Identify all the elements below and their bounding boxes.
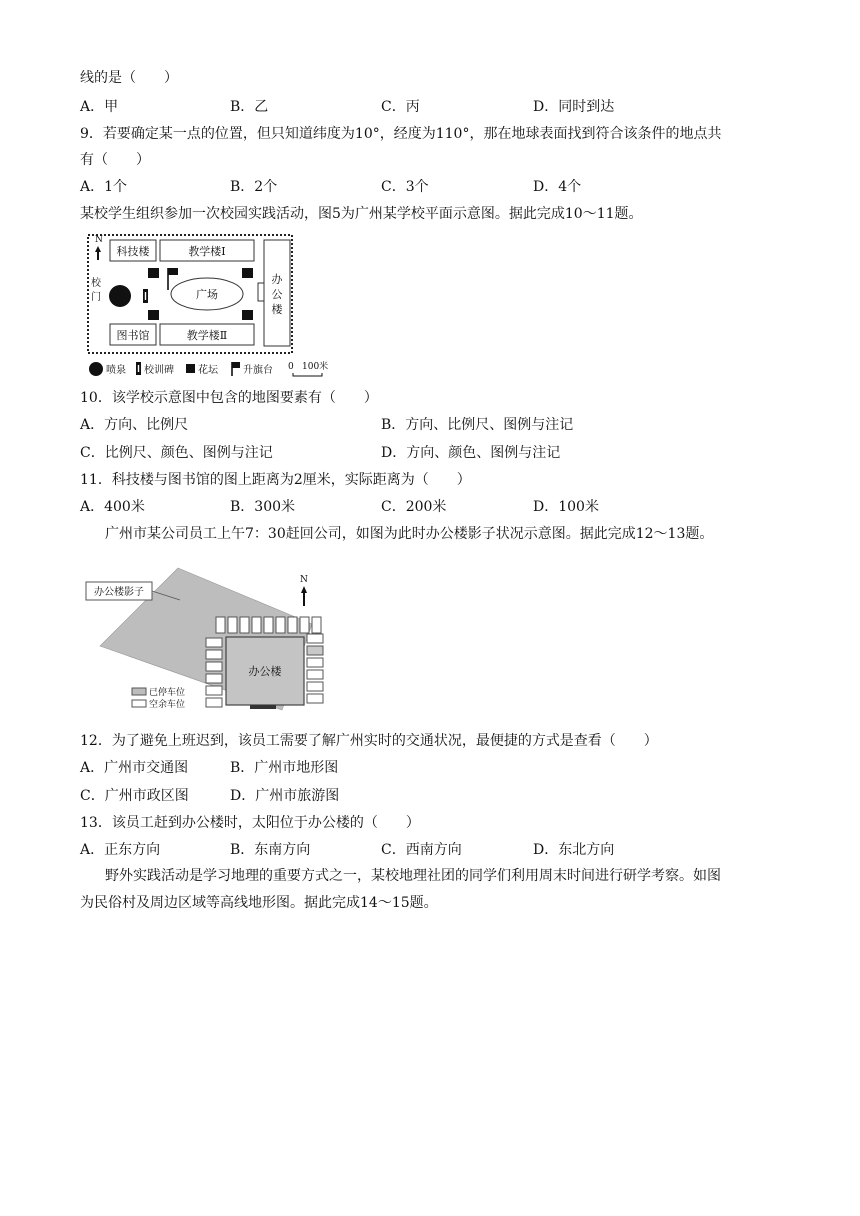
scale-zero: 0 [288, 362, 294, 372]
gate-char-2: 门 [91, 292, 101, 303]
office-building-label: 办公楼 [248, 665, 282, 678]
legend-flowerbed: 花坛 [198, 365, 218, 376]
school-map-figure [80, 228, 370, 384]
q11-stem: 11．科技楼与图书馆的图上距离为2厘米，实际距离为（ ） [80, 472, 471, 488]
legend-empty-icon [132, 700, 146, 707]
flowerbed-icon [148, 268, 159, 278]
q11-option-d[interactable]: D．100米 [533, 499, 599, 515]
tech-building-label: 科技楼 [116, 245, 150, 258]
legend-parked: 已停车位 [149, 688, 186, 698]
office-entrance [258, 283, 264, 301]
q10-stem: 10．该学校示意图中包含的地图要素有（ ） [80, 390, 378, 406]
q12-option-c[interactable]: C．广州市政区图 [80, 788, 189, 804]
q12-option-a[interactable]: A．广州市交通图 [80, 760, 189, 776]
q9-stem-line1: 9．若要确定某一点的位置，但只知道纬度为10°，经度为110°，那在地球表面找到符合该条件的地点共 [80, 126, 722, 142]
library-building-label: 图书馆 [116, 329, 150, 342]
legend-empty: 空余车位 [149, 700, 186, 710]
intro-12-13: 广州市某公司员工上午7：30赶回公司，如图为此时办公楼影子状况示意图。据此完成12～13题。 [105, 526, 714, 542]
legend-parked-icon [132, 688, 146, 695]
intro-14-15-line1: 野外实践活动是学习地理的重要方式之一，某校地理社团的同学们利用周末时间进行研学考察。如图 [105, 868, 721, 884]
legend-motto: 校训碑 [144, 365, 174, 376]
q10-option-a[interactable]: A．方向、比例尺 [80, 417, 189, 433]
legend-fountain-icon [89, 362, 103, 376]
q9-stem-line2: 有（ ） [80, 152, 150, 168]
flowerbed-icon [148, 310, 159, 320]
q13-option-b[interactable]: B．东南方向 [230, 842, 311, 858]
q9-option-c[interactable]: C．3个 [381, 179, 429, 195]
q12-stem: 12．为了避免上班迟到，该员工需要了解广州实时的交通状况，最便捷的方式是查看（ ） [80, 733, 658, 749]
flowerbed-icon [242, 310, 253, 320]
flowerbed-icon [242, 268, 253, 278]
shadow-north-arrow-icon [301, 586, 307, 606]
parking-row-top [216, 617, 321, 633]
legend-flowerbed-icon [186, 364, 195, 373]
north-arrow-icon [95, 246, 101, 260]
north-label: N [95, 235, 103, 245]
q9-option-a[interactable]: A．1个 [80, 179, 128, 195]
intro-14-15-line2: 为民俗村及周边区域等高线地形图。据此完成14～15题。 [80, 895, 438, 911]
shadow-north-label: N [300, 575, 308, 585]
q8-option-a[interactable]: A．甲 [80, 99, 119, 115]
office-shadow-figure [80, 558, 338, 716]
q10-option-d[interactable]: D．方向、颜色、图例与注记 [381, 445, 561, 461]
flag-icon [168, 268, 178, 275]
q8-option-d[interactable]: D．同时到达 [533, 99, 615, 115]
q10-option-b[interactable]: B．方向、比例尺、图例与注记 [381, 417, 574, 433]
teaching-building-1-label: 教学楼Ⅰ [188, 245, 226, 258]
q11-option-c[interactable]: C．200米 [381, 499, 447, 515]
office-door [250, 705, 276, 709]
q13-option-d[interactable]: D．东北方向 [533, 842, 615, 858]
q10-option-c[interactable]: C．比例尺、颜色、图例与注记 [80, 445, 273, 461]
office-char-1: 办 [271, 273, 283, 286]
q11-option-a[interactable]: A．400米 [80, 499, 145, 515]
parking-column-right [307, 634, 323, 703]
q12-option-d[interactable]: D．广州市旅游图 [230, 788, 340, 804]
q11-option-b[interactable]: B．300米 [230, 499, 296, 515]
teaching-building-2-label: 教学楼Ⅱ [186, 329, 228, 342]
gate-char-1: 校 [91, 278, 101, 289]
office-char-3: 楼 [271, 303, 283, 316]
legend-flag: 升旗台 [243, 365, 273, 376]
q12-option-b[interactable]: B．广州市地形图 [230, 760, 339, 776]
q9-option-b[interactable]: B．2个 [230, 179, 278, 195]
scale-bar-icon [293, 373, 322, 376]
shadow-label: 办公楼影子 [94, 587, 144, 598]
q13-stem: 13．该员工赶到办公楼时，太阳位于办公楼的（ ） [80, 815, 420, 831]
q8-stem-tail: 线的是（ ） [80, 70, 178, 86]
fountain-icon [109, 285, 131, 307]
legend-fountain: 喷泉 [106, 365, 126, 376]
q13-option-c[interactable]: C．西南方向 [381, 842, 462, 858]
legend-flag-icon [232, 362, 240, 368]
scale-label: 100米 [302, 362, 329, 372]
square-label: 广场 [196, 288, 218, 301]
office-char-2: 公 [271, 288, 283, 301]
q8-option-b[interactable]: B．乙 [230, 99, 269, 115]
q8-option-c[interactable]: C．丙 [381, 99, 420, 115]
q9-option-d[interactable]: D．4个 [533, 179, 582, 195]
q13-option-a[interactable]: A．正东方向 [80, 842, 161, 858]
intro-10-11: 某校学生组织参加一次校园实践活动，图5为广州某学校平面示意图。据此完成10～11题。 [80, 206, 643, 222]
